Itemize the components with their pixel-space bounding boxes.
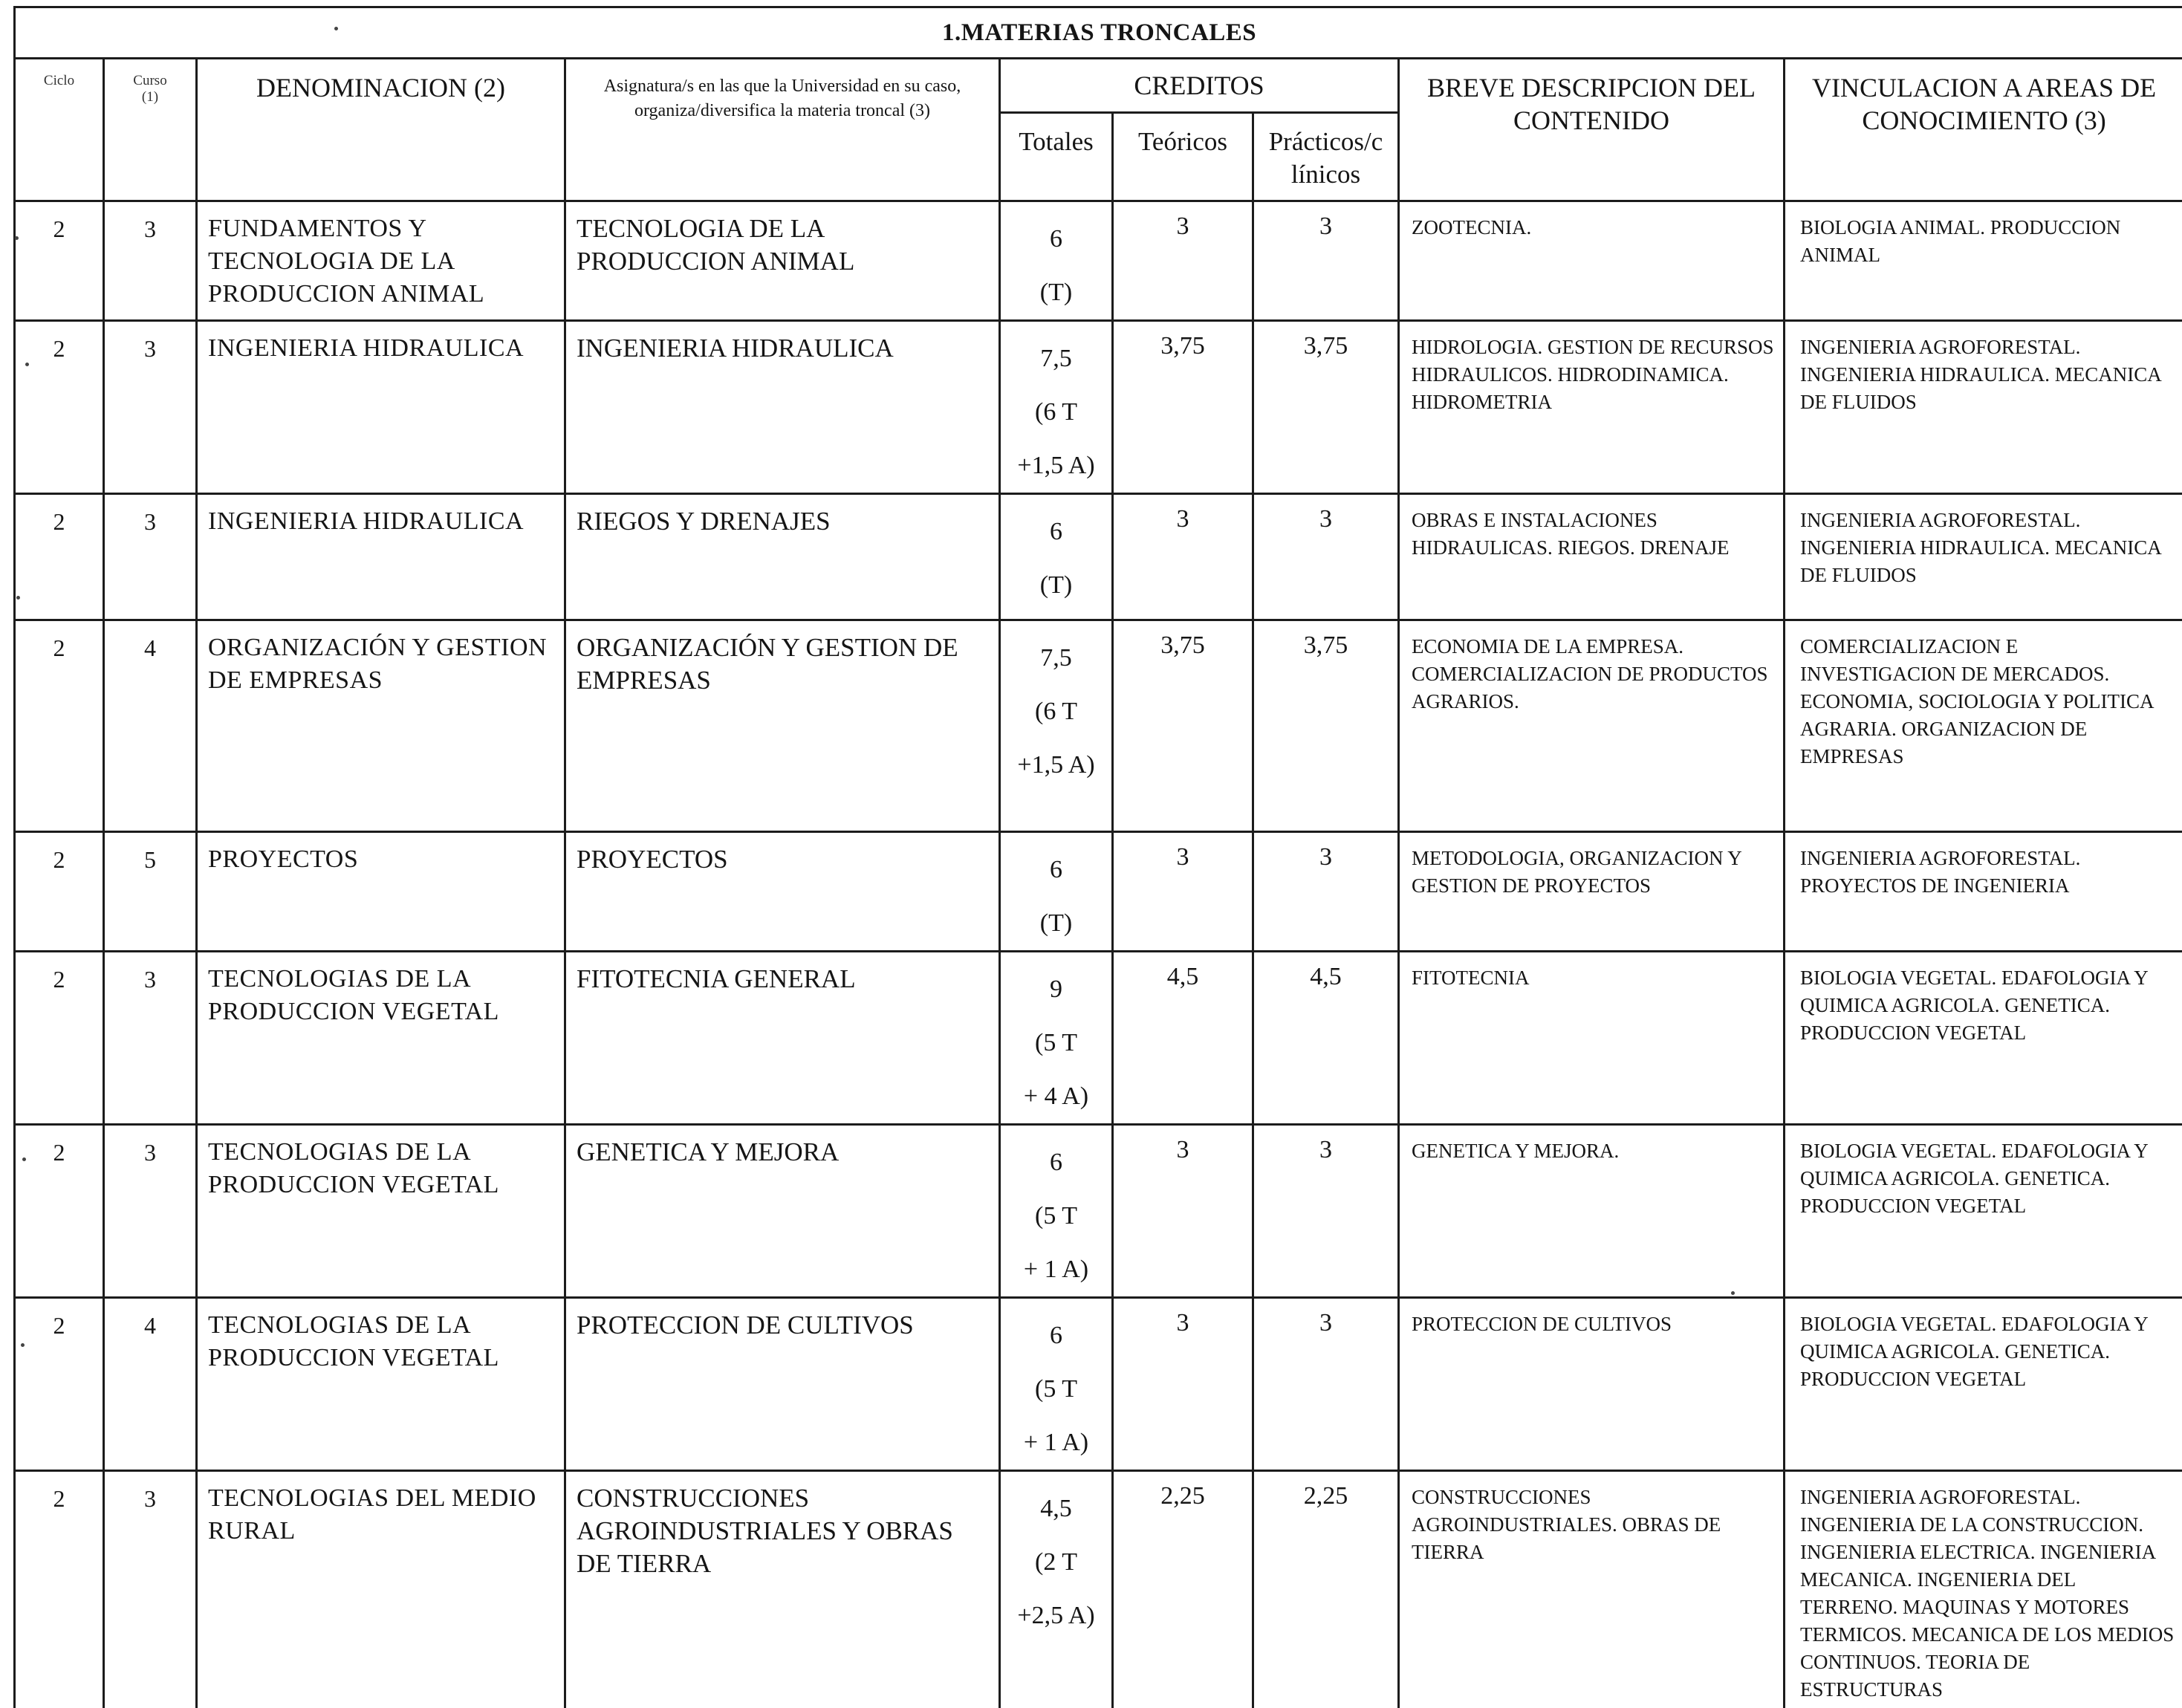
scan-speck bbox=[21, 1343, 25, 1347]
totales-line: 6 bbox=[1050, 225, 1062, 253]
totales-line: (2 T bbox=[1035, 1548, 1077, 1576]
table-row bbox=[15, 1471, 2182, 1708]
cell-curso: 3 bbox=[104, 201, 197, 321]
cell-descripcion: OBRAS E INSTALACIONES HIDRAULICAS. RIEGOS. DRENAJE bbox=[1399, 494, 1785, 620]
header-curso: Curso (1) bbox=[104, 59, 197, 201]
cell-ciclo: 2 bbox=[15, 832, 104, 952]
cell-teoricos: 3 bbox=[1113, 1125, 1253, 1298]
totales-line: 7,5 bbox=[1040, 345, 1072, 372]
totales-line: 9 bbox=[1050, 975, 1062, 1003]
cell-ciclo: 2 bbox=[15, 321, 104, 494]
cell-practicos: 4,5 bbox=[1253, 952, 1399, 1125]
scan-speck bbox=[15, 236, 19, 240]
cell-practicos: 3 bbox=[1253, 201, 1399, 321]
totales-line: (T) bbox=[1039, 909, 1073, 937]
table-row bbox=[15, 620, 2182, 832]
totales-line: (5 T bbox=[1035, 1375, 1077, 1403]
materias-troncales-table bbox=[13, 6, 2182, 1708]
header-creditos: CREDITOS bbox=[1000, 59, 1399, 113]
cell-denominacion: TECNOLOGIAS DEL MEDIO RURAL bbox=[197, 1471, 565, 1708]
scan-speck bbox=[22, 1157, 26, 1161]
cell-practicos: 3 bbox=[1253, 1125, 1399, 1298]
cell-practicos: 3 bbox=[1253, 832, 1399, 952]
cell-descripcion: METODOLOGIA, ORGANIZACION Y GESTION DE PROYECTOS bbox=[1399, 832, 1785, 952]
cell-asignatura: ORGANIZACIÓN Y GESTION DE EMPRESAS bbox=[565, 620, 1000, 832]
cell-totales bbox=[1000, 321, 1113, 494]
cell-teoricos: 3 bbox=[1113, 832, 1253, 952]
header-asignaturas: Asignatura/s en las que la Universidad en su caso, organiza/diversifica la materia troncal (3) bbox=[565, 59, 1000, 201]
cell-ciclo: 2 bbox=[15, 1125, 104, 1298]
scan-speck bbox=[1731, 1291, 1735, 1295]
cell-totales bbox=[1000, 1298, 1113, 1471]
cell-descripcion: GENETICA Y MEJORA. bbox=[1399, 1125, 1785, 1298]
cell-denominacion: TECNOLOGIAS DE LA PRODUCCION VEGETAL bbox=[197, 952, 565, 1125]
cell-curso: 3 bbox=[104, 1125, 197, 1298]
cell-teoricos: 3 bbox=[1113, 494, 1253, 620]
cell-curso: 3 bbox=[104, 494, 197, 620]
scan-speck bbox=[25, 363, 29, 366]
cell-asignatura: RIEGOS Y DRENAJES bbox=[565, 494, 1000, 620]
cell-denominacion: INGENIERIA HIDRAULICA bbox=[197, 494, 565, 620]
cell-totales bbox=[1000, 201, 1113, 321]
cell-curso: 4 bbox=[104, 620, 197, 832]
header-vinculacion: VINCULACION A AREAS DE CONOCIMIENTO (3) bbox=[1785, 59, 2182, 201]
cell-vinculacion: COMERCIALIZACION E INVESTIGACION DE MERCADOS. ECONOMIA, SOCIOLOGIA Y POLITICA AGRARIA. ORGANIZACION DE EMPRESAS bbox=[1785, 620, 2182, 832]
totales-line: 6 bbox=[1050, 1322, 1062, 1349]
scan-speck bbox=[16, 596, 20, 600]
cell-asignatura: GENETICA Y MEJORA bbox=[565, 1125, 1000, 1298]
cell-ciclo: 2 bbox=[15, 1298, 104, 1471]
cell-practicos: 3,75 bbox=[1253, 620, 1399, 832]
cell-totales bbox=[1000, 494, 1113, 620]
cell-teoricos: 4,5 bbox=[1113, 952, 1253, 1125]
cell-practicos: 3 bbox=[1253, 494, 1399, 620]
cell-totales bbox=[1000, 1125, 1113, 1298]
cell-ciclo: 2 bbox=[15, 620, 104, 832]
cell-curso: 5 bbox=[104, 832, 197, 952]
totales-line: (5 T bbox=[1035, 1202, 1077, 1230]
cell-totales bbox=[1000, 952, 1113, 1125]
cell-practicos: 3,75 bbox=[1253, 321, 1399, 494]
cell-asignatura: PROTECCION DE CULTIVOS bbox=[565, 1298, 1000, 1471]
table-row bbox=[15, 832, 2182, 952]
cell-totales bbox=[1000, 832, 1113, 952]
totales-line: (T) bbox=[1039, 571, 1073, 599]
cell-asignatura: FITOTECNIA GENERAL bbox=[565, 952, 1000, 1125]
cell-descripcion: ZOOTECNIA. bbox=[1399, 201, 1785, 321]
cell-descripcion: CONSTRUCCIONES AGROINDUSTRIALES. OBRAS DE TIERRA bbox=[1399, 1471, 1785, 1708]
table-row bbox=[15, 1125, 2182, 1298]
table-row bbox=[15, 201, 2182, 321]
cell-curso: 3 bbox=[104, 952, 197, 1125]
cell-practicos: 3 bbox=[1253, 1298, 1399, 1471]
scan-speck bbox=[334, 27, 338, 30]
cell-vinculacion: BIOLOGIA VEGETAL. EDAFOLOGIA Y QUIMICA AGRICOLA. GENETICA. PRODUCCION VEGETAL bbox=[1785, 1298, 2182, 1471]
cell-vinculacion: BIOLOGIA ANIMAL. PRODUCCION ANIMAL bbox=[1785, 201, 2182, 321]
totales-line: 6 bbox=[1050, 856, 1062, 883]
cell-descripcion: PROTECCION DE CULTIVOS bbox=[1399, 1298, 1785, 1471]
document-page bbox=[13, 6, 2182, 1701]
cell-vinculacion: INGENIERIA AGROFORESTAL. INGENIERIA DE LA CONSTRUCCION. INGENIERIA ELECTRICA. INGENIERIA MECANICA. INGENIERIA DEL TERRENO. MAQUINAS Y MOTORES TERMICOS. MECANICA DE LOS MEDIOS CONTINUOS. TEORIA DE ESTRUCTURAS bbox=[1785, 1471, 2182, 1708]
cell-asignatura: TECNOLOGIA DE LA PRODUCCION ANIMAL bbox=[565, 201, 1000, 321]
cell-teoricos: 3 bbox=[1113, 201, 1253, 321]
header-descripcion: BREVE DESCRIPCION DEL CONTENIDO bbox=[1399, 59, 1785, 201]
table-row bbox=[15, 952, 2182, 1125]
header-totales: Totales bbox=[1000, 113, 1113, 201]
totales-line: (6 T bbox=[1035, 398, 1077, 426]
header-denominacion: DENOMINACION (2) bbox=[197, 59, 565, 201]
cell-ciclo: 2 bbox=[15, 1471, 104, 1708]
header-ciclo: Ciclo bbox=[15, 59, 104, 201]
header-practicos: Prácticos/c línicos bbox=[1253, 113, 1399, 201]
cell-ciclo: 2 bbox=[15, 952, 104, 1125]
cell-denominacion: FUNDAMENTOS Y TECNOLOGIA DE LA PRODUCCION ANIMAL bbox=[197, 201, 565, 321]
totales-line: (T) bbox=[1039, 279, 1073, 306]
cell-totales bbox=[1000, 620, 1113, 832]
totales-line: +2,5 A) bbox=[1017, 1602, 1095, 1629]
cell-vinculacion: BIOLOGIA VEGETAL. EDAFOLOGIA Y QUIMICA AGRICOLA. GENETICA. PRODUCCION VEGETAL bbox=[1785, 1125, 2182, 1298]
table-body bbox=[15, 201, 2182, 1708]
cell-vinculacion: BIOLOGIA VEGETAL. EDAFOLOGIA Y QUIMICA AGRICOLA. GENETICA. PRODUCCION VEGETAL bbox=[1785, 952, 2182, 1125]
totales-line: +1,5 A) bbox=[1017, 751, 1095, 779]
table-title: 1.MATERIAS TRONCALES bbox=[15, 7, 2182, 59]
totales-line: + 1 A) bbox=[1023, 1256, 1089, 1283]
cell-denominacion: TECNOLOGIAS DE LA PRODUCCION VEGETAL bbox=[197, 1298, 565, 1471]
cell-denominacion: ORGANIZACIÓN Y GESTION DE EMPRESAS bbox=[197, 620, 565, 832]
cell-asignatura: PROYECTOS bbox=[565, 832, 1000, 952]
cell-totales bbox=[1000, 1471, 1113, 1708]
cell-vinculacion: INGENIERIA AGROFORESTAL. INGENIERIA HIDRAULICA. MECANICA DE FLUIDOS bbox=[1785, 494, 2182, 620]
totales-line: (5 T bbox=[1035, 1029, 1077, 1056]
cell-ciclo: 2 bbox=[15, 494, 104, 620]
cell-descripcion: HIDROLOGIA. GESTION DE RECURSOS HIDRAULICOS. HIDRODINAMICA. HIDROMETRIA bbox=[1399, 321, 1785, 494]
totales-line: + 4 A) bbox=[1023, 1082, 1089, 1110]
totales-line: + 1 A) bbox=[1023, 1429, 1089, 1456]
cell-denominacion: INGENIERIA HIDRAULICA bbox=[197, 321, 565, 494]
cell-teoricos: 3 bbox=[1113, 1298, 1253, 1471]
cell-curso: 3 bbox=[104, 1471, 197, 1708]
totales-line: 4,5 bbox=[1040, 1495, 1072, 1522]
cell-ciclo: 2 bbox=[15, 201, 104, 321]
cell-teoricos: 3,75 bbox=[1113, 620, 1253, 832]
totales-line: 7,5 bbox=[1040, 644, 1072, 672]
cell-descripcion: FITOTECNIA bbox=[1399, 952, 1785, 1125]
cell-teoricos: 2,25 bbox=[1113, 1471, 1253, 1708]
table-row bbox=[15, 1298, 2182, 1471]
cell-asignatura: INGENIERIA HIDRAULICA bbox=[565, 321, 1000, 494]
cell-descripcion: ECONOMIA DE LA EMPRESA. COMERCIALIZACION DE PRODUCTOS AGRARIOS. bbox=[1399, 620, 1785, 832]
header-teoricos: Teóricos bbox=[1113, 113, 1253, 201]
cell-asignatura: CONSTRUCCIONES AGROINDUSTRIALES Y OBRAS DE TIERRA bbox=[565, 1471, 1000, 1708]
table-row bbox=[15, 321, 2182, 494]
table-row bbox=[15, 494, 2182, 620]
totales-line: 6 bbox=[1050, 1149, 1062, 1176]
cell-curso: 3 bbox=[104, 321, 197, 494]
totales-line: (6 T bbox=[1035, 698, 1077, 725]
totales-line: 6 bbox=[1050, 518, 1062, 545]
cell-practicos: 2,25 bbox=[1253, 1471, 1399, 1708]
totales-line: +1,5 A) bbox=[1017, 452, 1095, 479]
cell-vinculacion: INGENIERIA AGROFORESTAL. INGENIERIA HIDRAULICA. MECANICA DE FLUIDOS bbox=[1785, 321, 2182, 494]
cell-denominacion: TECNOLOGIAS DE LA PRODUCCION VEGETAL bbox=[197, 1125, 565, 1298]
cell-vinculacion: INGENIERIA AGROFORESTAL. PROYECTOS DE INGENIERIA bbox=[1785, 832, 2182, 952]
cell-denominacion: PROYECTOS bbox=[197, 832, 565, 952]
cell-teoricos: 3,75 bbox=[1113, 321, 1253, 494]
cell-curso: 4 bbox=[104, 1298, 197, 1471]
